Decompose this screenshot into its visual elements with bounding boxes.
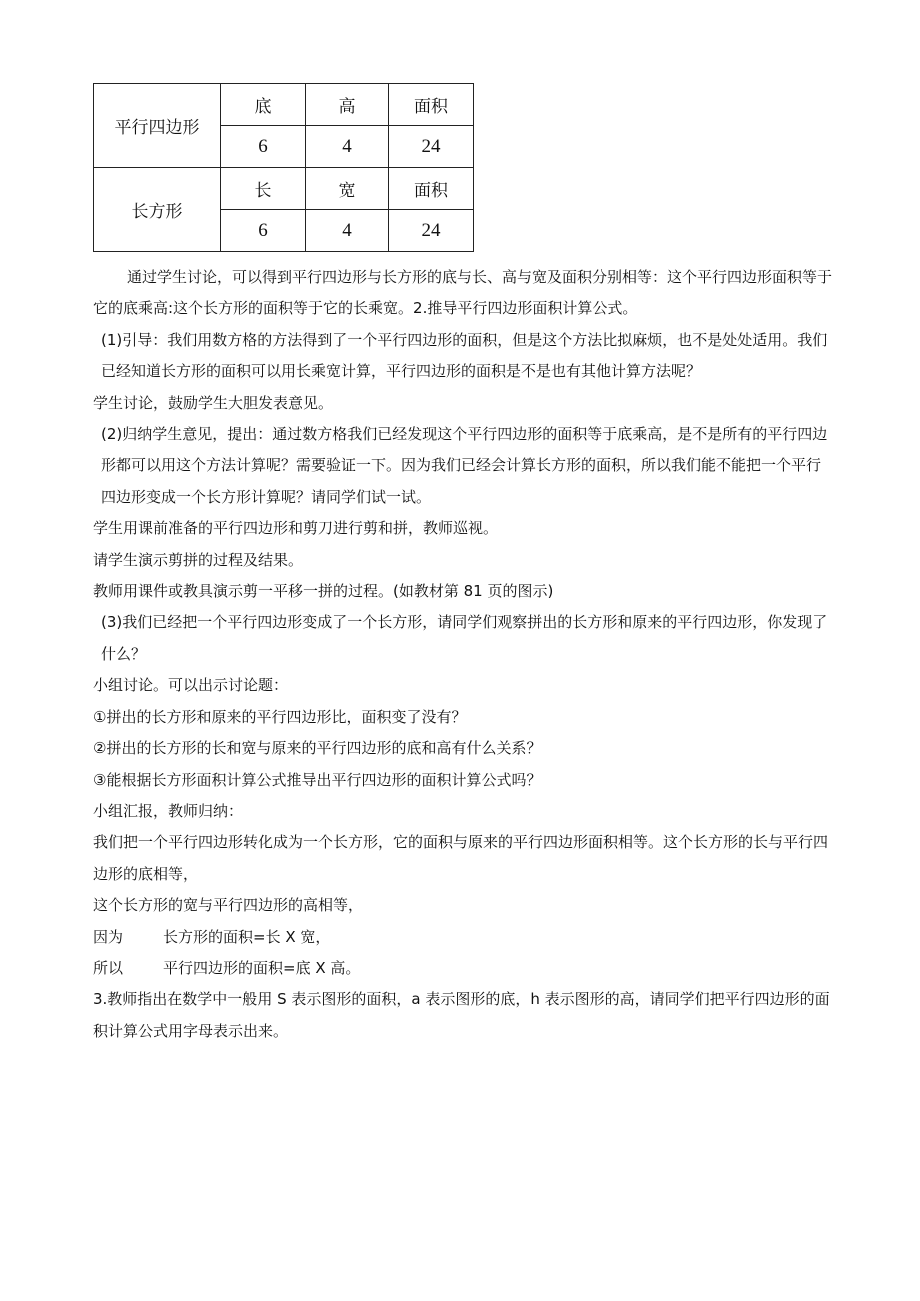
- value-width: 4: [306, 210, 389, 252]
- formula-parallelogram-area: 平行四边形的面积=底 X 高。: [163, 958, 361, 977]
- paragraph: 小组讨论。可以出示讨论题：: [93, 676, 289, 695]
- paragraph: 学生用课前准备的平行四边形和剪刀进行剪和拼，教师巡视。: [93, 519, 499, 538]
- list-item: ①拼出的长方形和原来的平行四边形比，面积变了没有？: [93, 707, 467, 726]
- header-base: 底: [221, 84, 306, 126]
- paragraph: 我们把一个平行四边形转化成为一个长方形，它的面积与原来的平行四边形面积相等。这个长方形的长与平行四边形的底相等，: [93, 833, 829, 883]
- paragraph: (2)归纳学生意见，提出：通过数方格我们已经发现这个平行四边形的面积等于底乘高，是不是所有的平行四边形都可以用这个方法计算呢？需要验证一下。因为我们已经会计算长方形的面积，所以我们能不能把一个平行四边形变成一个长方形计算呢？请同学们试一试。: [101, 425, 828, 506]
- formula-line: [93, 953, 833, 984]
- paragraph: 小组汇报，教师归纳：: [93, 801, 244, 820]
- table-row: [94, 84, 474, 126]
- formula-rectangle-area: 长方形的面积=长 X 宽，: [163, 927, 331, 946]
- paragraph: (3)我们已经把一个平行四边形变成了一个长方形，请同学们观察拼出的长方形和原来的平行四边形，你发现了什么？: [101, 613, 828, 663]
- paragraph: 学生讨论，鼓励学生大胆发表意见。: [93, 393, 334, 412]
- paragraph: 3.教师指出在数学中一般用 S 表示图形的面积，a 表示图形的底，h 表示图形的高，请同学们把平行四边形的面积计算公式用字母表示出来。: [93, 990, 830, 1040]
- header-area: 面积: [389, 168, 474, 210]
- parallelogram-label: 平行四边形: [94, 84, 221, 168]
- formula-line: [93, 922, 833, 953]
- value-height: 4: [306, 126, 389, 168]
- value-length: 6: [221, 210, 306, 252]
- value-area: 24: [389, 126, 474, 168]
- table-row: [94, 168, 474, 210]
- paragraph: (1)引导：我们用数方格的方法得到了一个平行四边形的面积，但是这个方法比拟麻烦，也不是处处适用。我们已经知道长方形的面积可以用长乘宽计算，平行四边形的面积是不是也有其他计算方法呢？: [101, 330, 828, 381]
- comparison-table: [93, 83, 474, 252]
- paragraph: 通过学生讨论，可以得到平行四边形与长方形的底与长、高与宽及面积分别相等：这个平行四边形面积等于它的底乘高:这个长方形的面积等于它的长乘宽。2.推导平行四边形面积计算公式。: [93, 268, 833, 318]
- paragraph: 请学生演示剪拼的过程及结果。: [93, 550, 304, 569]
- paragraph: 教师用课件或教具演示剪一平移一拼的过程。(如教材第 81 页的图示): [93, 582, 554, 601]
- header-height: 高: [306, 84, 389, 126]
- header-width: 宽: [306, 168, 389, 210]
- value-area: 24: [389, 210, 474, 252]
- header-area: 面积: [389, 84, 474, 126]
- value-base: 6: [221, 126, 306, 168]
- list-item: ②拼出的长方形的长和宽与原来的平行四边形的底和高有什么关系？: [93, 739, 542, 758]
- rectangle-label: 长方形: [94, 168, 221, 252]
- header-length: 长: [221, 168, 306, 210]
- list-item: ③能根据长方形面积计算公式推导出平行四边形的面积计算公式吗？: [93, 770, 542, 789]
- formula-because: 因为: [93, 927, 124, 946]
- paragraph: 这个长方形的宽与平行四边形的高相等，: [93, 896, 364, 915]
- formula-therefore: 所以: [93, 958, 124, 977]
- body-text: [93, 262, 833, 1047]
